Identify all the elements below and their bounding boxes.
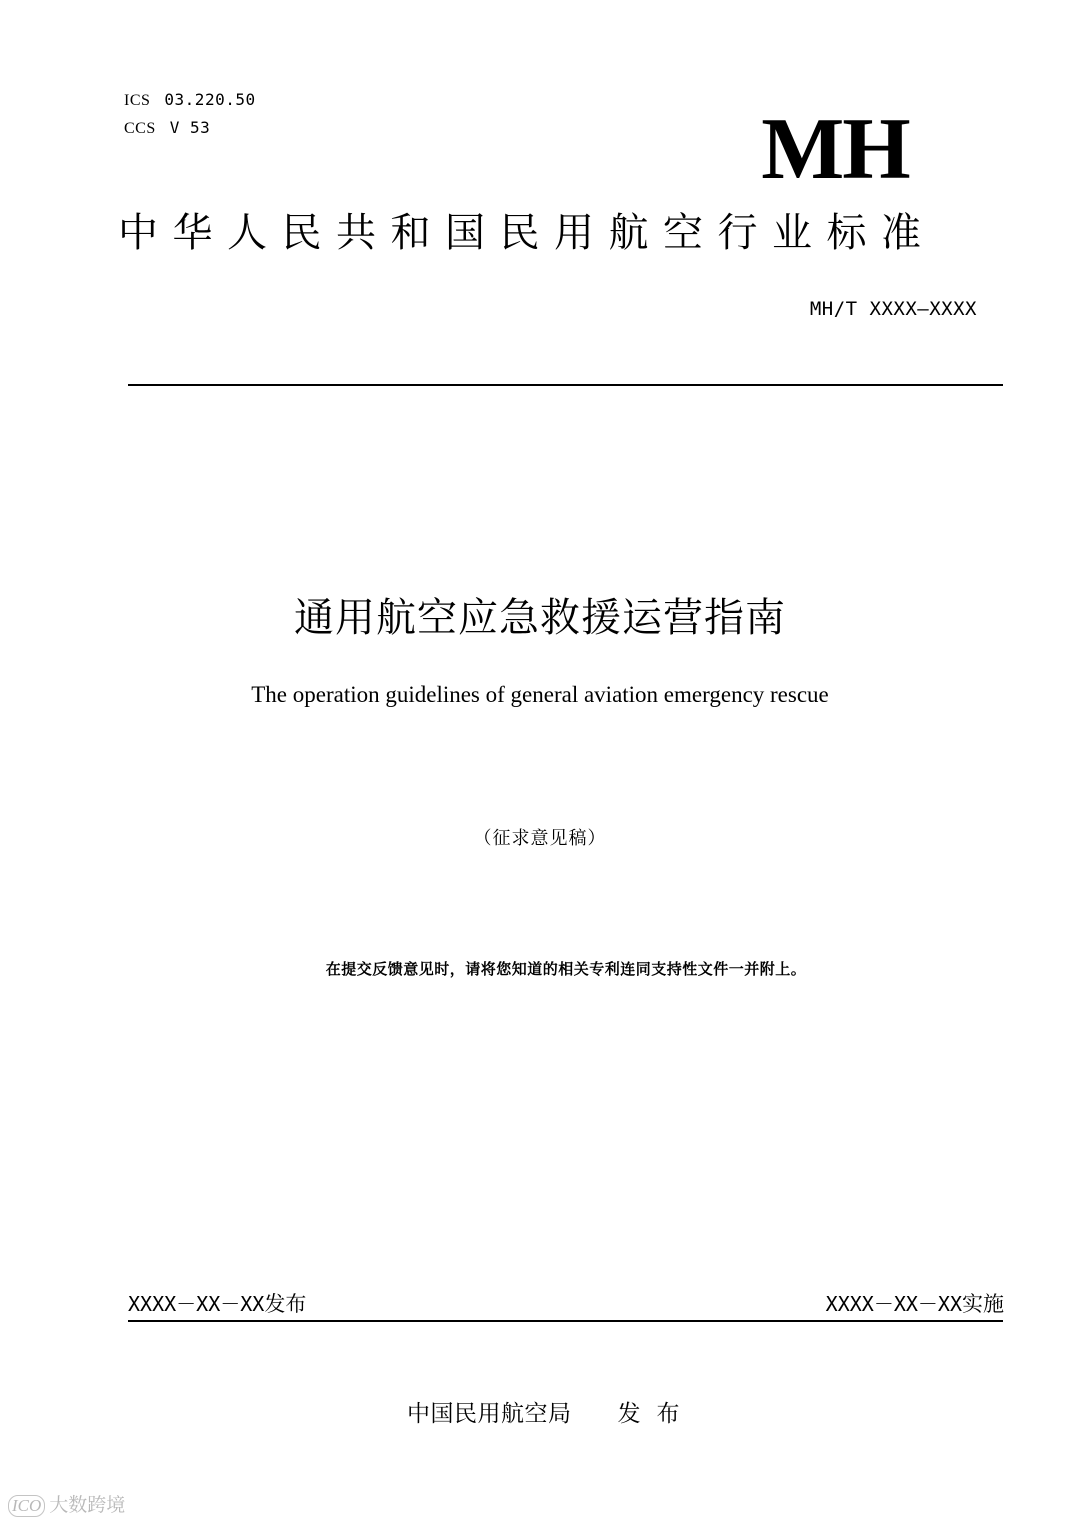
watermark bbox=[8, 1490, 125, 1517]
mh-logo: MH bbox=[761, 101, 909, 198]
ics-code: 03.220.50 bbox=[164, 90, 256, 109]
release-date bbox=[128, 1288, 306, 1318]
ccs-label: CCS bbox=[124, 120, 156, 137]
standard-number: MH/T XXXX—XXXX bbox=[809, 298, 977, 320]
watermark-logo-icon: ICO bbox=[8, 1495, 45, 1517]
release-label: 发布 bbox=[264, 1292, 307, 1316]
ccs-code: V 53 bbox=[169, 118, 211, 137]
watermark-text: 大数跨境 bbox=[49, 1494, 126, 1516]
top-divider bbox=[128, 384, 1003, 386]
publish-verb: 发布 bbox=[617, 1401, 696, 1427]
ccs-classification bbox=[124, 118, 210, 138]
feedback-note: 在提交反馈意见时，请将您知道的相关专利连同支持性文件一并附上。 bbox=[325, 960, 807, 978]
document-title-cn: 通用航空应急救援运营指南 bbox=[294, 595, 786, 641]
document-title-en: The operation guidelines of general aviation emergency rescue bbox=[251, 682, 829, 707]
implementation-date bbox=[826, 1288, 1004, 1318]
bottom-divider bbox=[128, 1320, 1003, 1322]
implementation-label: 实施 bbox=[962, 1292, 1004, 1316]
ics-classification bbox=[124, 90, 256, 110]
publisher bbox=[407, 1395, 696, 1428]
release-date-code: XXXX－XX－XX bbox=[128, 1292, 265, 1316]
ics-label: ICS bbox=[124, 92, 151, 109]
implementation-date-code: XXXX－XX－XX bbox=[825, 1292, 962, 1316]
publisher-name: 中国民用航空局 bbox=[407, 1401, 572, 1427]
organization-title: 中华人民共和国民用航空行业标准 bbox=[118, 210, 936, 256]
draft-status: （征求意见稿） bbox=[473, 828, 607, 849]
